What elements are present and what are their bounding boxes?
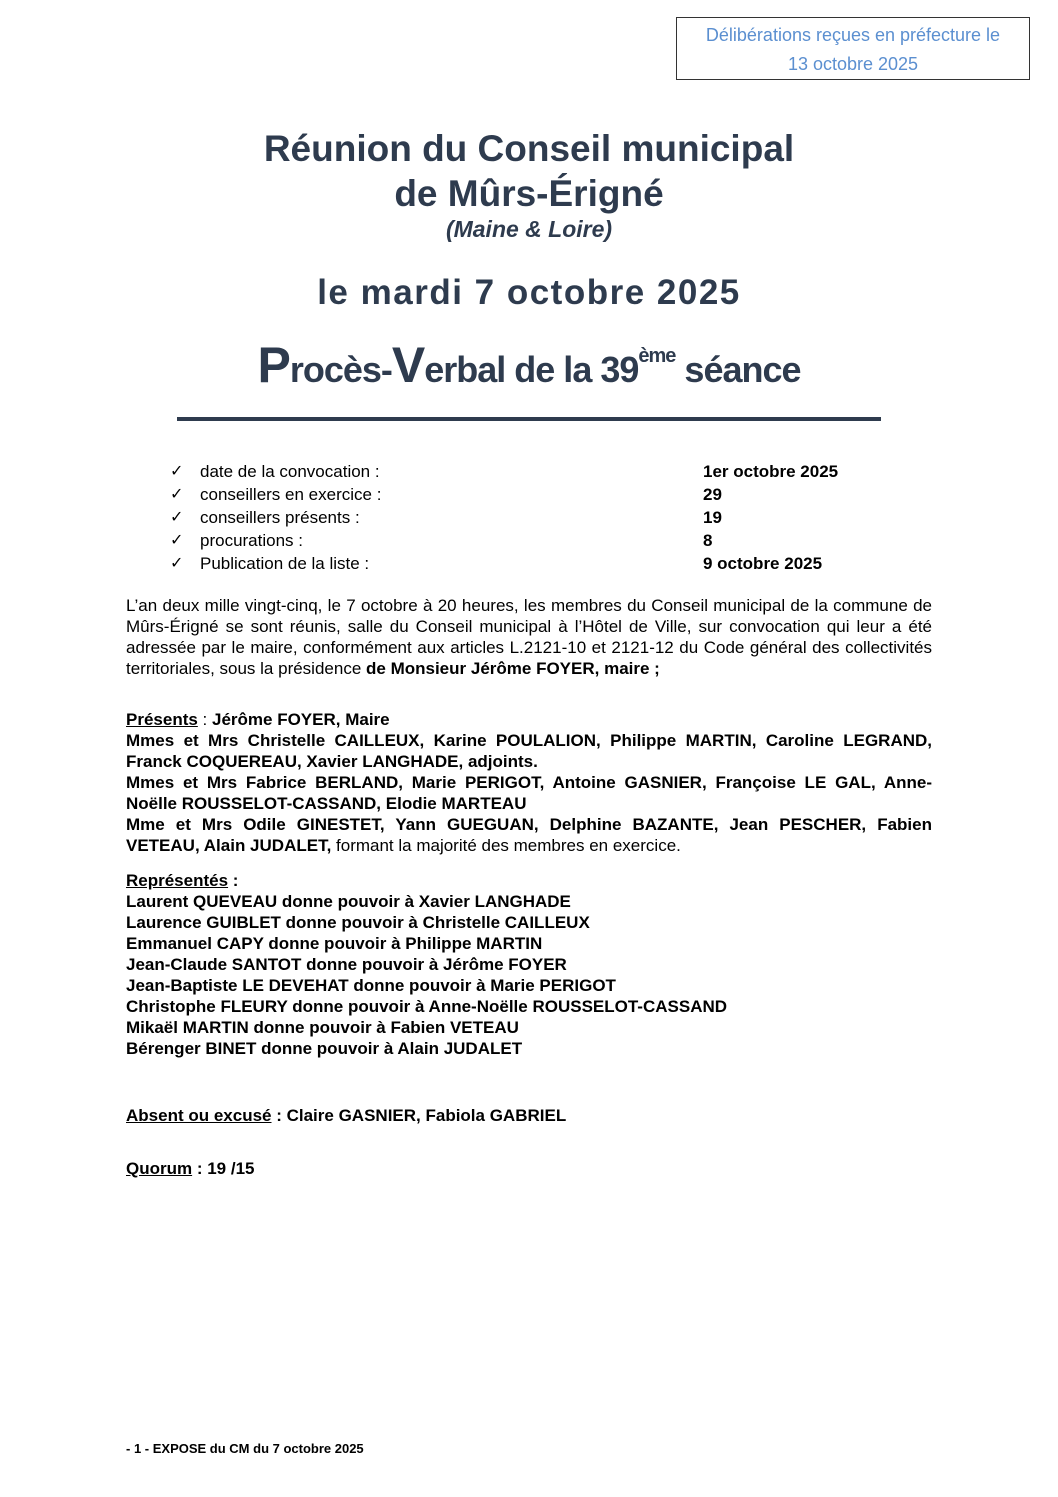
fact-item <box>170 506 870 529</box>
fact-value: 8 <box>703 531 713 550</box>
fact-item <box>170 552 870 575</box>
fact-value: 19 <box>703 508 722 527</box>
present-group-3-rest: formant la majorité des membres en exercice. <box>331 836 681 855</box>
proxy-item: Jean-Claude SANTOT donne pouvoir à Jérôme FOYER <box>126 955 567 974</box>
proxy-item: Mikaël MARTIN donne pouvoir à Fabien VETEAU <box>126 1018 519 1037</box>
fact-label: date de la convocation : <box>200 462 380 481</box>
fact-label: Publication de la liste : <box>200 554 370 573</box>
intro-president: de Monsieur Jérôme FOYER, maire ; <box>366 659 660 678</box>
quorum-value: : 19 /15 <box>192 1159 255 1178</box>
present-group-3: Mme et Mrs Odile GINESTET, Yann GUEGUAN, Delphine BAZANTE, Jean PESCHER, Fabien VETEAU, Alain JUDALET, <box>126 815 932 855</box>
pv-initial-p: P <box>257 337 290 393</box>
present-group-1: Mmes et Mrs Christelle CAILLEUX, Karine POULALION, Philippe MARTIN, Caroline LEGRAND, Franck COQUEREAU, Xavier LANGHADE, adjoints. <box>126 731 932 771</box>
absent-label: Absent ou excusé <box>126 1106 272 1125</box>
fact-label: conseillers présents : <box>200 508 360 527</box>
pv-superscript: ème <box>638 345 676 367</box>
proxy-item: Laurent QUEVEAU donne pouvoir à Xavier LANGHADE <box>126 892 571 911</box>
fact-value: 1er octobre 2025 <box>703 462 839 481</box>
stamp-line-2: 13 octobre 2025 <box>787 54 919 74</box>
present-separator: : <box>197 710 212 729</box>
fact-value: 29 <box>703 485 722 504</box>
absent-value: : Claire GASNIER, Fabiola GABRIEL <box>271 1106 567 1125</box>
pv-text-2: erbal de la 39 <box>424 349 639 390</box>
pv-text-1: rocès- <box>289 349 392 390</box>
absent-section <box>126 1105 932 1126</box>
proxy-item: Laurence GUIBLET donne pouvoir à Christelle CAILLEUX <box>126 913 590 932</box>
prefecture-stamp <box>676 17 1030 80</box>
present-label: Présents <box>126 710 198 729</box>
proxy-item: Bérenger BINET donne pouvoir à Alain JUDALET <box>126 1039 523 1058</box>
checkmark-icon: ✓ <box>170 509 184 526</box>
checkmark-icon: ✓ <box>170 532 184 549</box>
fact-item <box>170 529 870 552</box>
intro-text: L’an deux mille vingt-cinq, le 7 octobre à 20 heures, les membres du Conseil municipal de la commune de Mûrs-Érigné se sont réunis, salle du Conseil municipal à l’Hôtel de Ville, sur convocation qui leur a été adressée par le maire, conformément aux articles L.2121-10 et 2121-12 du Code général des collectivités territoriales, sous la présidence <box>126 596 932 678</box>
title-divider <box>177 417 881 421</box>
quorum-section <box>126 1158 932 1179</box>
fact-value: 9 octobre 2025 <box>703 554 823 573</box>
stamp-line-1: Délibérations reçues en préfecture le <box>705 25 1001 45</box>
checkmark-icon: ✓ <box>170 555 184 572</box>
title-line-1: Réunion du Conseil municipal <box>263 128 795 169</box>
present-section <box>126 709 932 856</box>
subtitle: (Maine & Loire) <box>445 216 613 242</box>
represented-separator: : <box>228 871 239 890</box>
fact-item <box>170 460 870 483</box>
fact-item <box>170 483 870 506</box>
page-footer: - 1 - EXPOSE du CM du 7 octobre 2025 <box>126 1441 364 1456</box>
proxy-item: Emmanuel CAPY donne pouvoir à Philippe MARTIN <box>126 934 543 953</box>
checkmark-icon: ✓ <box>170 463 184 480</box>
fact-label: conseillers en exercice : <box>200 485 382 504</box>
fact-label: procurations : <box>200 531 303 550</box>
pv-initial-v: V <box>391 337 425 393</box>
proxy-item: Jean-Baptiste LE DEVEHAT donne pouvoir à Marie PERIGOT <box>126 976 616 995</box>
meeting-facts-list <box>170 460 870 575</box>
pv-text-3: séance <box>675 349 801 390</box>
title-line-2: de Mûrs-Érigné <box>394 173 664 214</box>
intro-paragraph <box>126 595 932 679</box>
present-group-2: Mmes et Mrs Fabrice BERLAND, Marie PERIGOT, Antoine GASNIER, Françoise LE GAL, Anne-Noëlle ROUSSELOT-CASSAND, Elodie MARTEAU <box>126 773 932 813</box>
checkmark-icon: ✓ <box>170 486 184 503</box>
proces-verbal-heading <box>0 336 1058 394</box>
quorum-label: Quorum <box>126 1159 193 1178</box>
present-mayor: Jérôme FOYER, Maire <box>212 710 390 729</box>
proxy-item: Christophe FLEURY donne pouvoir à Anne-Noëlle ROUSSELOT-CASSAND <box>126 997 728 1016</box>
represented-section <box>126 870 932 1059</box>
meeting-date: le mardi 7 octobre 2025 <box>317 273 741 312</box>
represented-label: Représentés <box>126 871 229 890</box>
